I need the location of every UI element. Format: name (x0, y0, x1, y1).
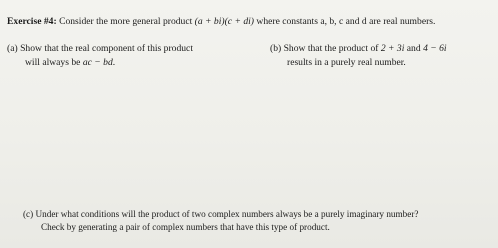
exercise-statement (7, 16, 435, 28)
exercise-intro-text: Consider the more general product (59, 16, 193, 27)
part-a-period: . (112, 57, 116, 68)
part-b-number-1: 2 + 3i (380, 43, 405, 54)
part-c-text-1: Under what conditions will the product of two complex numbers always be a purely imaginary number? (35, 209, 419, 219)
part-b-label: (b) (270, 43, 282, 54)
part-c-line-2 (41, 221, 330, 233)
part-b-text-2: results in a purely real number. (287, 57, 406, 68)
part-a-expression: ac − bd (82, 57, 113, 68)
part-c-label: (c) (23, 209, 34, 219)
part-a-label: (a) (7, 43, 18, 54)
part-c-text-2: Check by generating a pair of complex numbers that have this type of product. (41, 222, 330, 232)
part-a-text-1: Show that the real component of this product (20, 43, 193, 54)
part-b-line-2 (287, 57, 406, 69)
part-a-line-1 (7, 43, 193, 55)
part-b-text-1: Show that the product of (283, 43, 379, 54)
part-c-line-1 (23, 208, 418, 220)
part-b-number-2: 4 − 6i (423, 43, 447, 54)
exercise-label: Exercise #4: (7, 16, 57, 27)
part-b-and: and (406, 43, 421, 54)
part-b-line-1 (270, 43, 447, 55)
exercise-product-expression: (a + bi)(c + di) (194, 16, 254, 27)
exercise-intro-tail: where constants a, b, c and d are real numbers. (256, 16, 436, 27)
part-a-text-2: will always be (25, 57, 81, 68)
part-a-line-2 (25, 57, 115, 69)
